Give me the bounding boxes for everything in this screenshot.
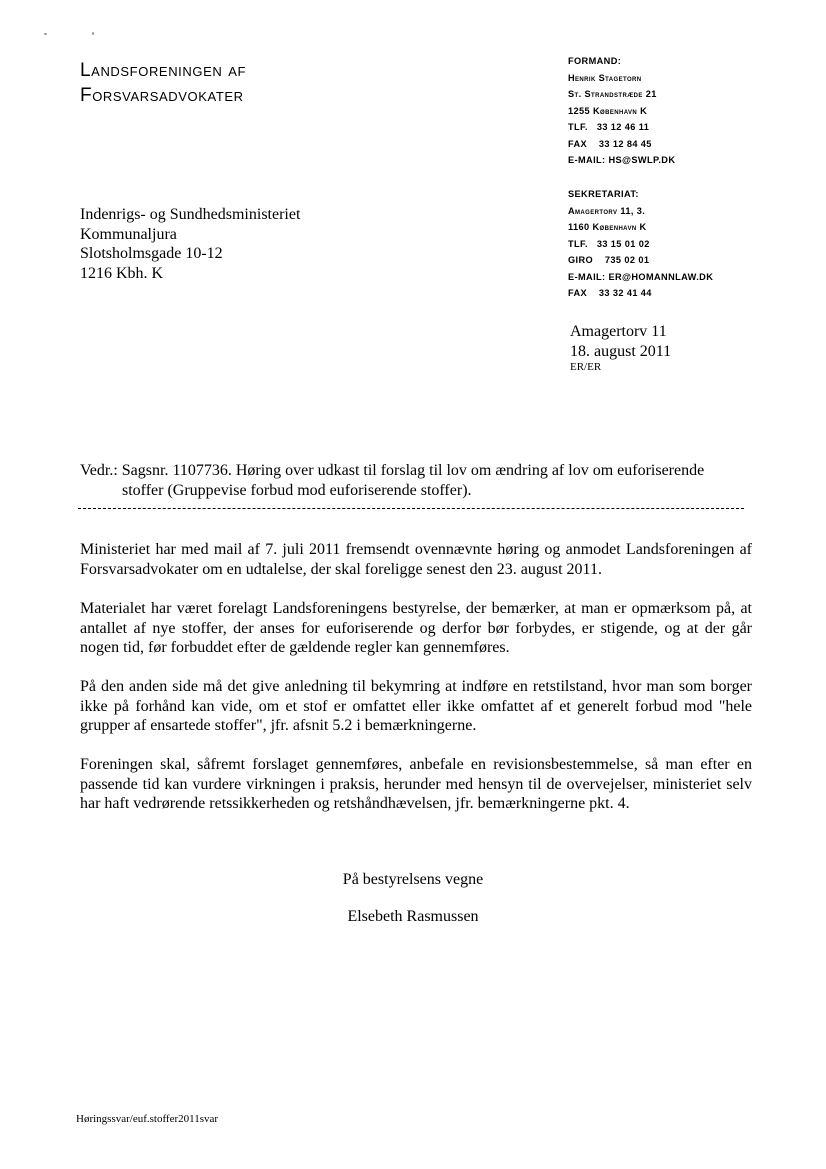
recipient-line: Kommunaljura: [80, 225, 177, 243]
body-paragraph: Foreningen skal, såfremt forslaget gennemføres, anbefale en revisionsbestemmelse, så man efter en passende tid kan vurdere virkningen i praksis, herunder med hensyn til de overvejelser, ministeriet selv har haft vedrørende retssikkerheden og retshåndhævelsen, jfr. bemærkningerne pkt. 4.: [80, 756, 752, 812]
place-and-date: [570, 322, 671, 373]
letter-reference: ER/ER: [570, 361, 602, 373]
chairman-heading: FORMAND:: [568, 56, 622, 66]
secretariat-giro: GIRO 735 02 01: [568, 255, 650, 265]
body-paragraph: Materialet har været forelagt Landsforeningens bestyrelse, der bemærker, at man er opmærksom på, at antallet af nye stoffer, der anses for euforiserende og derfor bør forbydes, er stigende, og at der går nogen tid, før forbuddet efter de gældende regler kan gennemføres.: [80, 600, 752, 656]
chairman-name: Henrik Stagetorn: [568, 72, 642, 83]
chairman-fax: FAX 33 12 84 45: [568, 138, 652, 149]
chairman-street: St. Strandstræde 21: [568, 89, 657, 99]
body-paragraph: Ministeriet har med mail af 7. juli 2011 fremsendt ovennævnte høring og anmodet Landsforeningen af Forsvarsadvokater om en udtalelse, der skal foreligge senest den 23. august 2011.: [80, 541, 752, 578]
signer-name: Elsebeth Rasmussen: [347, 908, 479, 925]
subject-line-1: Vedr.: Sagsnr. 1107736. Høring over udkast til forslag til lov om ændring af lov om euforiserende: [80, 462, 705, 479]
subject-line: [80, 461, 752, 500]
organization-name: [80, 58, 246, 108]
recipient-line: Slotsholmsgade 10-12: [80, 245, 223, 262]
closing-on-behalf: På bestyrelsens vegne: [342, 871, 484, 888]
scan-speck: [92, 32, 94, 35]
recipient-line: Indenrigs- og Sundhedsministeriet: [80, 206, 301, 223]
organization-name-line-2: Forsvarsadvokater: [80, 85, 244, 106]
letter-place: Amagertorv 11: [570, 323, 667, 340]
secretariat-phone: TLF. 33 15 01 02: [568, 238, 650, 249]
secretariat-contact-block: [568, 186, 713, 302]
file-reference-footer: Høringssvar/euf.stoffer2011svar: [76, 1113, 219, 1125]
secretariat-heading: SEKRETARIAT:: [568, 189, 639, 199]
recipient-line: 1216 Kbh. K: [80, 264, 164, 282]
chairman-phone: TLF. 33 12 46 11: [568, 122, 650, 132]
letter-date: 18. august 2011: [570, 342, 672, 360]
chairman-contact-block: [568, 53, 675, 169]
body-paragraph: På den anden side må det give anledning til bekymring at indføre en retstilstand, hvor man som borger ikke på forhånd kan vide, om et stof er omfattet eller ikke omfattet af et generelt forbud mod "hele grupper af ensartede stoffer", jfr. afsnit 5.2 i bemærkningerne.: [80, 678, 752, 734]
secretariat-city: 1160 København K: [568, 222, 647, 232]
subject-line-2: stoffer (Gruppevise forbud mod euforiserende stoffer).: [122, 481, 472, 499]
dashed-separator: [78, 508, 744, 509]
chairman-email: E-MAIL: HS@SWLP.DK: [568, 155, 676, 165]
secretariat-street: Amagertorv 11, 3.: [568, 205, 646, 216]
recipient-address: [80, 205, 300, 283]
organization-name-line-1: Landsforeningen af: [80, 60, 247, 81]
chairman-city: 1255 København K: [568, 105, 648, 116]
secretariat-fax: FAX 33 32 41 44: [568, 288, 652, 298]
scan-speck: [44, 33, 47, 35]
secretariat-email: E-MAIL: ER@HOMANNLAW.DK: [568, 271, 714, 282]
